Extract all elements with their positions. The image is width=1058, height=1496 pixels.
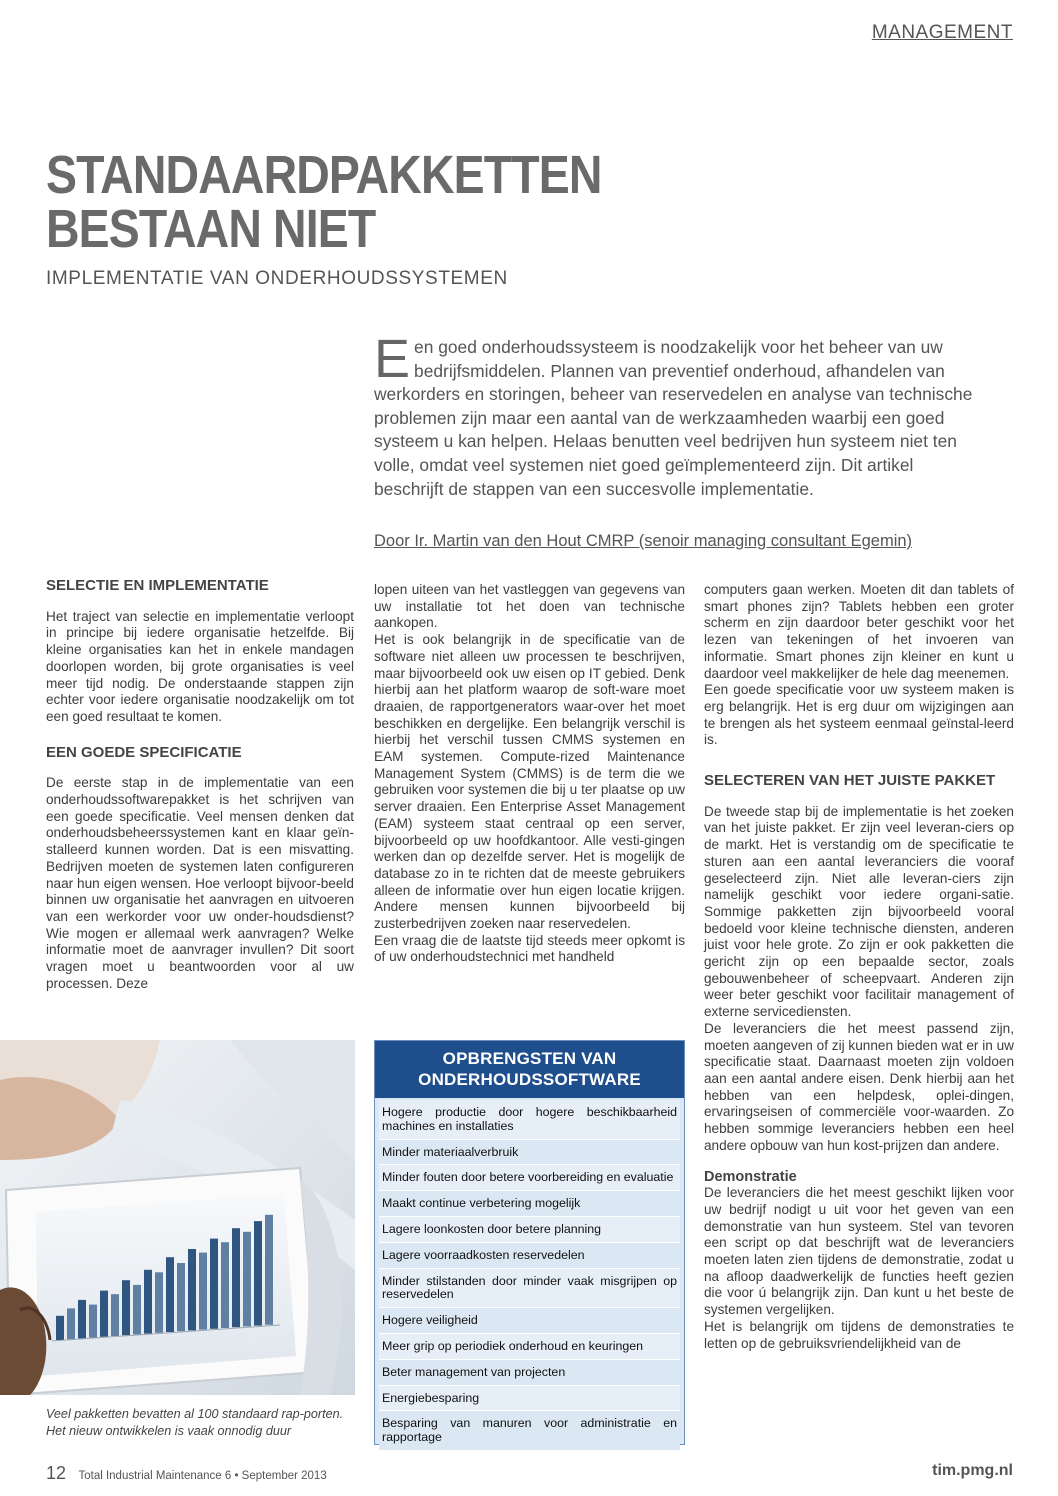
screen-chart-bar [199,1253,207,1330]
page-number: 12 [46,1463,67,1483]
paragraph: Het is ook belangrijk in de specificatie van de software niet alleen uw processen te beschrijven, maar bijvoorbeeld ook uw eisen op IT gebied. Denk hierbij aan het platform waarop de soft-ware moet draaien, de rapportgenerators waar-over het moet beschikken en dergelijke. Een belangrijk verschil is hierbij het verschil tussen CMMS systemen en EAM systemen. Compute-rized Maintenance Management System (CMMS) is de term die we gebruiken voor systemen die bij u ter plaatse op uw server draaien. Een Enterprise Asset Management (EAM) systeem staat centraal op een server, bijvoorbeeld op uw hoofdkantoor. Alle vesti-gingen werken dan op dezelfde server. Het is mogelijk de database zo in te richten dat de meeste gebruikers alleen de informatie over hun eigen locatie krijgen. Andere mensen kunnen bijvoorbeeld bij zusterbedrijven zoeken naar reservedelen. [374,632,685,932]
column-1 [46,578,354,992]
screen-chart-bar [56,1316,64,1340]
paragraph: De leveranciers die het meest passend zijn, moeten aangeven of zij kunnen bieden wat er in uw specificatie staat. Daarnaast moeten zijn voldoen aan een aantal andere eisen. Denk hierbij aan het hebben van een helpdesk, oplei-dingen, ervaringseisen of commerciële voor-waarden. Zo hebben sommige leveranciers hebben een heel andere opbouw van hun kost-prijzen dan andere. [704,1020,1014,1153]
title-line-2: BESTAAN NIET [46,199,376,259]
benefits-list [375,1098,684,1451]
list-item: Minder stilstanden door minder vaak misgrijpen op reservedelen [379,1269,680,1309]
list-item: Hogere productie door hogere beschikbaarheid machines en installaties [379,1100,680,1140]
column-2 [374,582,685,966]
title-line-1: STANDAARDPAKKETTEN [46,145,602,205]
drop-cap: E [374,329,411,389]
list-item: Beter management van projecten [379,1360,680,1386]
screen-chart-bar [111,1294,119,1336]
benefits-box [374,1040,685,1445]
paragraph: lopen uiteen van het vastleggen van gegevens van uw installatie tot het doen van technische aankopen. [374,582,685,631]
article-title [46,145,648,259]
screen-chart-bar [144,1270,152,1334]
list-item: Lagere voorraadkosten reservedelen [379,1243,680,1269]
tablet-chart-photo [0,1040,355,1395]
screen-chart-bar [265,1215,273,1325]
website-link[interactable]: tim.pmg.nl [932,1462,1013,1479]
heading-selecteren: SELECTEREN VAN HET JUISTE PAKKET [704,772,996,790]
intro-text: en goed onderhoudssysteem is noodzakelijk voor het beheer van uw bedrijfsmiddelen. Plannen van preventief onderhoud, afhandelen van werkorders en storingen, beheer van reservedelen en analyse van technische problemen zijn maar een aantal van de werkzaamheden waarbij een goed systeem u kan helpen. Helaas benutten veel bedrijven hun systeem niet ten volle, omdat veel systemen niet goed geïmplementeerd zijn. Dit artikel beschrijft de stappen van een succesvolle implementatie. [374,337,973,499]
screen-chart-bar [232,1228,240,1327]
benefits-box-title [375,1041,684,1098]
heading-specificatie: EEN GOEDE SPECIFICATIE [46,743,242,761]
screen-chart-bar [254,1221,262,1326]
screen-chart-bar [243,1232,251,1327]
box-title-line-1: OPBRENGSTEN VAN [442,1049,617,1068]
screen-chart-bar [221,1242,229,1328]
screen-chart-bar [177,1263,185,1331]
screen-chart-bar [67,1308,75,1339]
heading-demonstratie: Demonstratie [704,1168,797,1185]
list-item: Besparing van manuren voor administratie en rapportage [379,1411,680,1451]
screen-chart-bar [188,1249,196,1330]
list-item: Maakt continue verbetering mogelijk [379,1191,680,1217]
section-tag: MANAGEMENT [871,22,1013,43]
screen-chart-bar [89,1305,97,1338]
screen-chart-bar [155,1272,163,1333]
publication-info: Total Industrial Maintenance 6 • September 2013 [78,1470,327,1482]
column-3 [704,582,1014,1352]
paragraph: Een vraag die de laatste tijd steeds meer opkomt is of uw onderhoudstechnici met handheld [374,932,685,965]
list-item: Meer grip op periodiek onderhoud en keuringen [379,1334,680,1360]
screen-chart-bar [122,1280,130,1335]
list-item: Hogere veiligheid [379,1308,680,1334]
list-item: Lagere loonkosten door betere planning [379,1217,680,1243]
screen-chart-bar [78,1300,86,1339]
screen-chart-bar [166,1257,174,1332]
article-subtitle: IMPLEMENTATIE VAN ONDERHOUDSSYSTEMEN [46,268,508,289]
paragraph: Het is belangrijk om tijdens de demonstraties te letten op de gebruiksvriendelijkheid van de [704,1318,1014,1351]
list-item: Energiebesparing [379,1386,680,1412]
screen-chart-bar [210,1239,218,1329]
screen-chart-bar [133,1285,141,1335]
list-item: Minder fouten door betere voorbereiding en evaluatie [379,1165,680,1191]
byline: Door Ir. Martin van den Hout CMRP (senoir managing consultant Egemin) [374,532,913,550]
photo-caption: Veel pakketten bevatten al 100 standaard rap-porten. Het nieuw ontwikkelen is vaak onnodig duur [46,1407,344,1438]
tablet-photo-illustration [0,1040,355,1395]
paragraph: Een goede specificatie voor uw systeem maken is erg belangrijk. Het is erg duur om wijzigingen aan te brengen als het systeem eenmaal geïnstal-leerd is. [704,682,1014,748]
paragraph: computers gaan werken. Moeten dit dan tablets of smart phones zijn? Tablets hebben een groter scherm en zijn daardoor beter geschikt voor het lezen van tekeningen of het invoeren van informatie. Smart phones zijn kleiner en kunt u daardoor veel makkelijker de hele dag meenemen. [704,582,1014,681]
footer-left [46,1463,327,1484]
screen-chart-bar [100,1291,108,1337]
list-item: Minder materiaalverbruik [379,1140,680,1166]
heading-selectie: SELECTIE EN IMPLEMENTATIE [46,577,269,594]
paragraph: Het traject van selectie en implementatie verloopt in principe bij iedere organisatie hetzelfde. Bij kleine organisaties kan het in enkele mandagen doorlopen worden, bij grote organisaties is veel meer tijd nodig. De onderstaande stappen zijn echter voor iedere organisatie noodzakelijk om tot een goed resultaat te komen. [46,608,354,724]
paragraph: De leveranciers die het meest geschikt lijken voor uw bedrijf nodigt u uit voor het geven van een demonstratie van hun systeem. Stel van tevoren een script op dat beschrijft wat de leveranciers moeten laten zien tijdens de demonstratie, zodat u na afloop daadwerkelijk de functies heeft gezien die voor ú belangrijk zijn. Dan kunt u het beste de systemen vergelijken. [704,1185,1014,1318]
intro-paragraph [374,329,974,501]
paragraph: De tweede stap bij de implementatie is het zoeken van het juiste pakket. Er zijn veel leveran-ciers op de markt. Het is verstandig om de specificatie te sturen aan een aantal leveranciers die vooraf geselecteerd zijn. Niet alle leveran-ciers zijn namelijk geschikt voor iedere organi-satie. Sommige pakketten zijn bijvoorbeeld vooral bedoeld voor kleine technische diensten, anderen juist voor hele grote. Zo zijn er ook pakketten die gericht zijn op een bepaalde sector, zoals gebouwenbeheer of scheepvaart. Anderen zijn weer beter geschikt voor facilitair management of externe servicediensten. [704,803,1014,1020]
paragraph: De eerste stap in de implementatie van een onderhoudssoftwarepakket is het schrijven van een goede specificatie. Veel mensen denken dat onderhoudsbeheerssystemen kant en klaar geïn-stalleerd kunnen worden. Dat is een misvatting. Bedrijven moeten de systemen laten configureren naar hun eigen wensen. Hoe verloopt bijvoor-beeld binnen uw organisatie het aanvragen en uitvoeren van een werkorder voor uw onder-houdsdienst? Wie mogen er allemaal werk aanvragen? Welke informatie moet de aanvrager invullen? Dit soort vragen moet u beantwoorden voor al uw processen. Deze [46,775,354,991]
box-title-line-2: ONDERHOUDSSOFTWARE [418,1070,641,1089]
